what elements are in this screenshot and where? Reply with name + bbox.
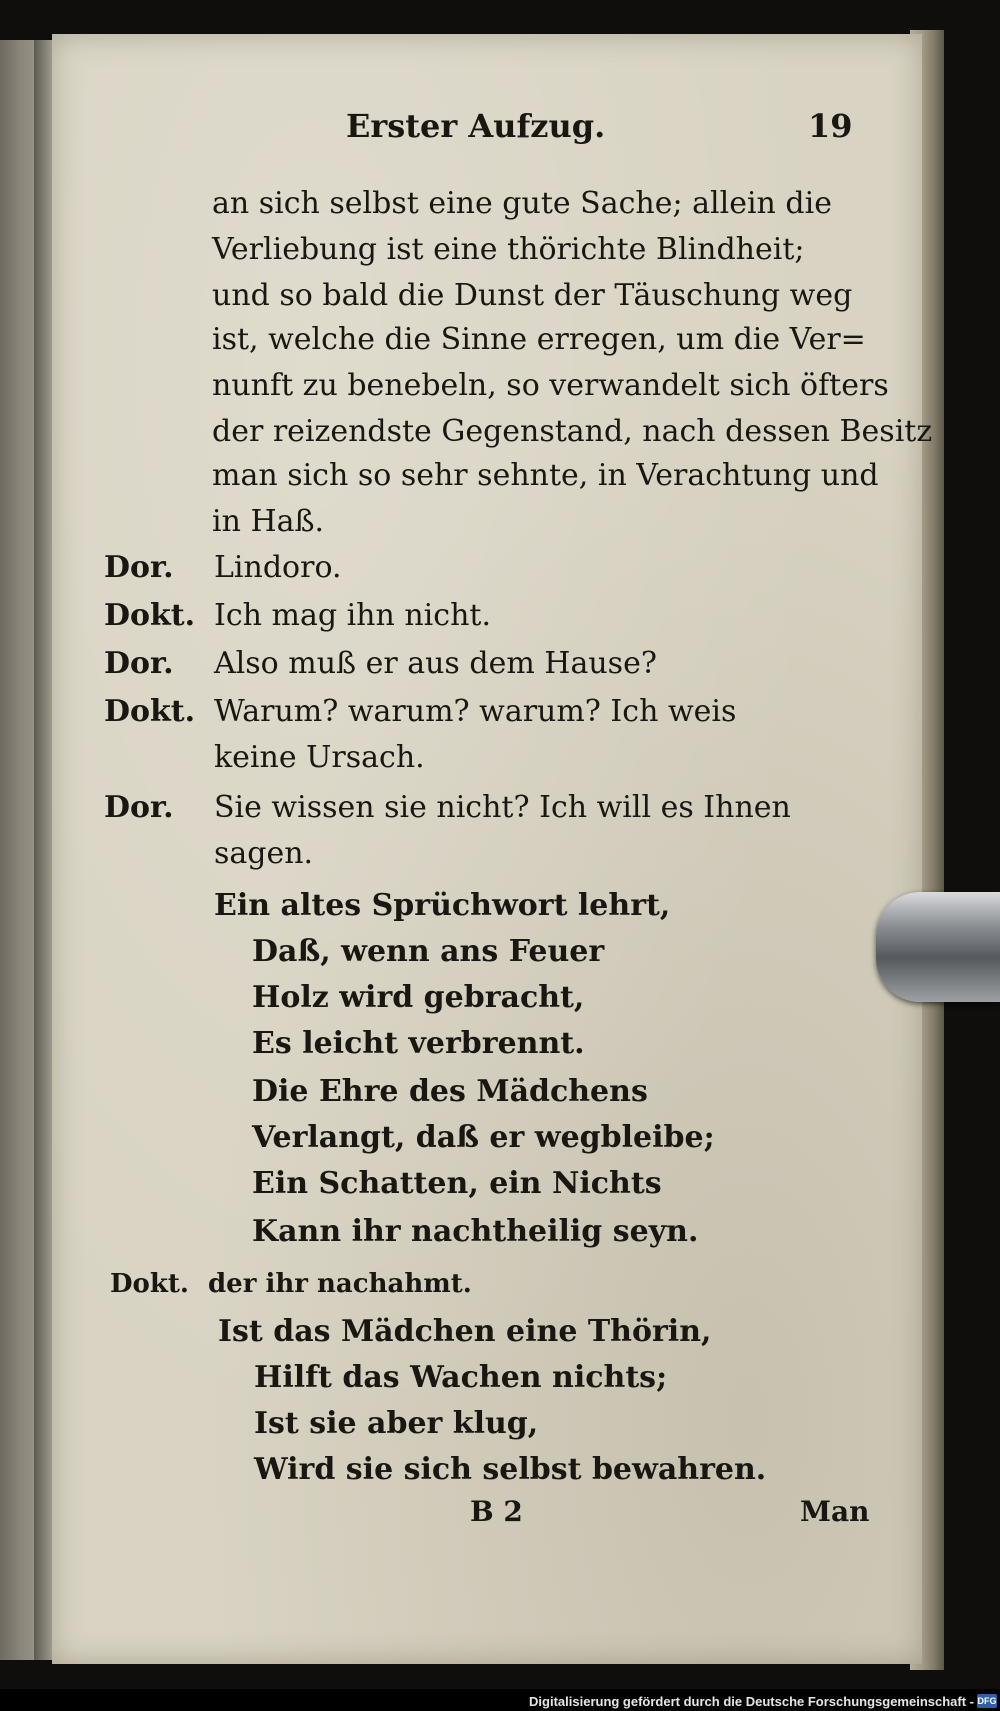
prose-line: ist, welche die Sinne erregen, um die Ver=	[212, 322, 866, 357]
metal-page-clip	[876, 892, 1000, 1002]
speaker-label: Dokt.	[104, 694, 196, 729]
dialogue-line: Also muß er aus dem Hause?	[214, 646, 657, 681]
prose-line: nunft zu benebeln, so verwandelt sich öfters	[212, 368, 889, 403]
dialogue-continuation: sagen.	[214, 836, 314, 871]
verse-line: Ein altes Sprüchwort lehrt,	[214, 888, 671, 923]
signature-mark: B 2	[470, 1495, 523, 1528]
verse-line: Es leicht verbrennt.	[252, 1026, 585, 1061]
stage-direction: der ihr nachahmt.	[208, 1269, 472, 1299]
prose-line: man sich so sehr sehnte, in Verachtung und	[212, 458, 879, 493]
prose-line: Verliebung ist eine thörichte Blindheit;	[212, 232, 805, 267]
dialogue-line: Warum? warum? warum? Ich weis	[214, 694, 737, 729]
verse-line: Wird sie sich selbst bewahren.	[254, 1452, 767, 1487]
verse-line: Kann ihr nachtheilig seyn.	[252, 1214, 699, 1249]
prose-line: und so bald die Dunst der Täuschung weg	[212, 278, 853, 313]
verse-line: Hilft das Wachen nichts;	[254, 1360, 668, 1395]
verse-line: Verlangt, daß er wegbleibe;	[252, 1120, 715, 1155]
running-header: Erster Aufzug.	[346, 107, 606, 145]
credit-text: Digitalisierung gefördert durch die Deutsche Forschungsgemeinschaft -	[529, 1694, 974, 1709]
dfg-logo: DFG	[977, 1696, 997, 1706]
page-number: 19	[808, 107, 853, 145]
prose-line: der reizendste Gegenstand, nach dessen Besitz	[212, 414, 933, 449]
speaker-label: Dokt.	[110, 1269, 189, 1299]
dialogue-line: Ich mag ihn nicht.	[214, 598, 491, 633]
speaker-label: Dor.	[104, 646, 174, 681]
prose-line: an sich selbst eine gute Sache; allein die	[212, 186, 832, 221]
verse-line: Die Ehre des Mädchens	[252, 1074, 648, 1109]
dialogue-line: Sie wissen sie nicht? Ich will es Ihnen	[214, 790, 791, 825]
dialogue-continuation: keine Ursach.	[214, 740, 425, 775]
verse-line: Ist das Mädchen eine Thörin,	[218, 1314, 712, 1349]
verse-line: Ist sie aber klug,	[254, 1406, 539, 1441]
verse-line: Daß, wenn ans Feuer	[252, 934, 605, 969]
prose-line: in Haß.	[212, 504, 325, 539]
verse-line: Holz wird gebracht,	[252, 980, 585, 1015]
speaker-label: Dokt.	[104, 598, 196, 633]
catchword: Man	[800, 1495, 870, 1528]
credit-bar	[0, 1689, 1000, 1711]
dialogue-line: Lindoro.	[214, 550, 342, 585]
speaker-label: Dor.	[104, 550, 174, 585]
speaker-label: Dor.	[104, 790, 174, 825]
verse-line: Ein Schatten, ein Nichts	[252, 1166, 662, 1201]
